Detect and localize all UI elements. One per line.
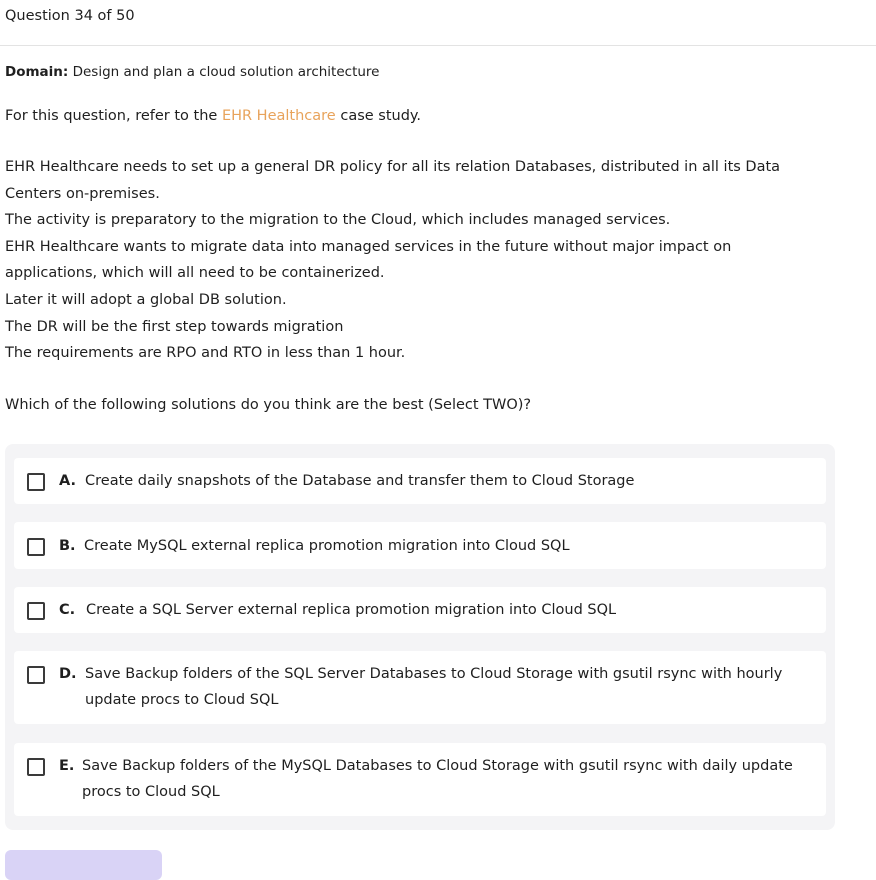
option-b[interactable] [14,522,826,569]
checkbox-icon[interactable] [27,666,45,684]
checkbox-icon[interactable] [27,538,45,556]
option-letter: C. [59,602,76,618]
body-paragraph: The activity is preparatory to the migration to the Cloud, which includes managed services. [5,212,671,229]
case-study-link[interactable]: EHR Healthcare [221,108,336,124]
option-text: Create MySQL external replica promotion migration into Cloud SQL [84,538,570,554]
option-c[interactable] [14,587,826,633]
option-text: Create daily snapshots of the Database and transfer them to Cloud Storage [85,473,635,489]
option-text: Save Backup folders of the MySQL Databases to Cloud Storage with gsutil rsync with daily update procs to Cloud SQL [82,758,793,801]
checkbox-icon[interactable] [27,473,45,491]
domain-line [5,62,379,82]
intro-text-before: For this question, refer to the [5,108,222,124]
option-d[interactable] [14,651,826,724]
body-paragraph: The requirements are RPO and RTO in less than 1 hour. [5,345,406,362]
case-study-reference [5,105,421,127]
option-a[interactable] [14,458,826,504]
option-letter: D. [59,666,77,682]
body-paragraph: Later it will adopt a global DB solution. [5,291,287,308]
domain-label: Domain: [5,64,69,80]
answer-options-panel [5,444,835,830]
body-paragraph: EHR Healthcare wants to migrate data into managed services in the future without major impact on applications, which will all need to be containerized. [5,238,732,282]
question-header [0,0,876,46]
question-counter: Question 34 of 50 [5,8,135,24]
option-text: Create a SQL Server external replica promotion migration into Cloud SQL [86,602,617,618]
checkbox-icon[interactable] [27,602,45,620]
option-letter: B. [59,538,76,554]
body-paragraph: The DR will be the first step towards migration [5,318,344,335]
option-text: Save Backup folders of the SQL Server Databases to Cloud Storage with gsutil rsync with hourly update procs to Cloud SQL [85,666,783,709]
domain-value: Design and plan a cloud solution architecture [72,64,380,80]
question-prompt: Which of the following solutions do you think are the best (Select TWO)? [5,397,532,413]
intro-text-after: case study. [335,108,422,124]
submit-button[interactable] [5,850,162,880]
checkbox-icon[interactable] [27,758,45,776]
option-letter: A. [59,473,76,489]
body-paragraph: EHR Healthcare needs to set up a general DR policy for all its relation Databases, distributed in all its Data Centers on-premises. [5,159,781,202]
option-e[interactable] [14,743,826,816]
option-letter: E. [59,758,75,774]
question-body [5,154,825,367]
